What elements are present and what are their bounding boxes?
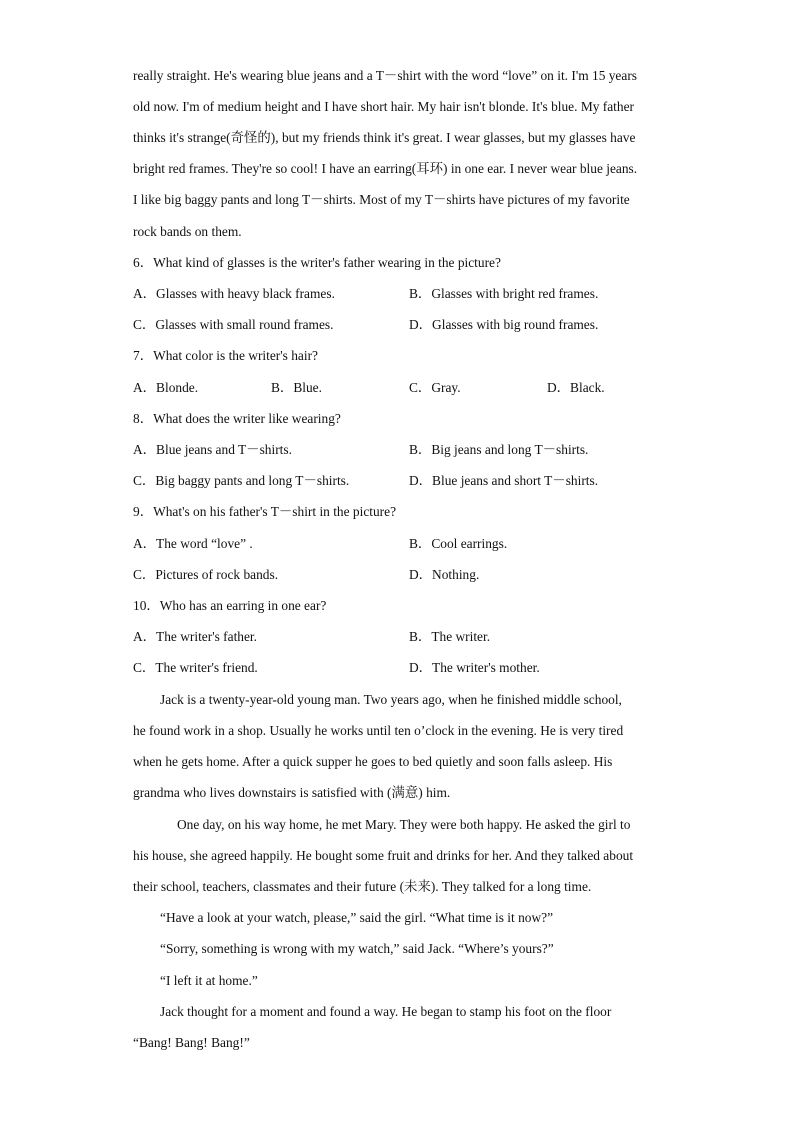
option-d: D．Glasses with big round frames.	[409, 317, 599, 332]
question-stem: 6．What kind of glasses is the writer's father wearing in the picture?	[133, 255, 501, 270]
option-c: C．Glasses with small round frames.	[133, 317, 334, 332]
option-c: C．Big baggy pants and long T－shirts.	[133, 473, 350, 488]
option-c: C．The writer's friend.	[133, 660, 258, 675]
option-a: A．Blue jeans and T－shirts.	[133, 442, 292, 457]
passage2-line: “Have a look at your watch, please,” said the girl. “What time is it now?”	[160, 910, 554, 925]
question-stem: 10．Who has an earring in one ear?	[133, 598, 327, 613]
passage2-line: grandma who lives downstairs is satisfied with (满意) him.	[133, 785, 451, 800]
passage2-line: One day, on his way home, he met Mary. They were both happy. He asked the girl to	[177, 817, 631, 832]
option-a: A．The word “love” .	[133, 536, 253, 551]
question-stem: 9．What's on his father's T－shirt in the picture?	[133, 504, 397, 519]
passage2-line: “Sorry, something is wrong with my watch,” said Jack. “Where’s yours?”	[160, 941, 554, 956]
option-d: D．Blue jeans and short T－shirts.	[409, 473, 599, 488]
option-d: D．The writer's mother.	[409, 660, 540, 675]
passage1-line: rock bands on them.	[133, 224, 242, 239]
option-c: C．Gray.	[409, 380, 461, 395]
option-b: B．Big jeans and long T－shirts.	[409, 442, 589, 457]
passage2-line: when he gets home. After a quick supper he goes to bed quietly and soon falls asleep. His	[133, 754, 613, 769]
option-a: A．Blonde.	[133, 380, 199, 395]
passage2-line: their school, teachers, classmates and their future (未来). They talked for a long time.	[133, 879, 592, 894]
question-stem: 7．What color is the writer's hair?	[133, 348, 318, 363]
passage2-line: “Bang! Bang! Bang!”	[133, 1035, 250, 1050]
option-d: D．Nothing.	[409, 567, 480, 582]
option-b: B．Glasses with bright red frames.	[409, 286, 599, 301]
option-b: B．Blue.	[271, 380, 322, 395]
passage2-line: “I left it at home.”	[160, 973, 258, 988]
passage2-line: he found work in a shop. Usually he works until ten o’clock in the evening. He is very tired	[133, 723, 624, 738]
option-a: A．Glasses with heavy black frames.	[133, 286, 335, 301]
passage1-line: really straight. He's wearing blue jeans and a T－shirt with the word “love” on it. I'm 15 years	[133, 68, 637, 83]
option-b: B．Cool earrings.	[409, 536, 508, 551]
passage2-line: his house, she agreed happily. He bought some fruit and drinks for her. And they talked about	[133, 848, 634, 863]
passage1-line: I like big baggy pants and long T－shirts. Most of my T－shirts have pictures of my favorite	[133, 192, 630, 207]
passage1-line: bright red frames. They're so cool! I have an earring(耳环) in one ear. I never wear blue jeans.	[133, 161, 638, 176]
passage1-line: thinks it's strange(奇怪的), but my friends think it's great. I wear glasses, but my glasses have	[133, 130, 636, 145]
option-a: A．The writer's father.	[133, 629, 258, 644]
passage2-line: Jack is a twenty-year-old young man. Two years ago, when he finished middle school,	[160, 692, 622, 707]
passage2-line: Jack thought for a moment and found a way. He began to stamp his foot on the floor	[160, 1004, 612, 1019]
option-c: C．Pictures of rock bands.	[133, 567, 279, 582]
passage1-line: old now. I'm of medium height and I have short hair. My hair isn't blonde. It's blue. My father	[133, 99, 634, 114]
question-stem: 8．What does the writer like wearing?	[133, 411, 341, 426]
option-d: D．Black.	[547, 380, 605, 395]
option-b: B．The writer.	[409, 629, 491, 644]
